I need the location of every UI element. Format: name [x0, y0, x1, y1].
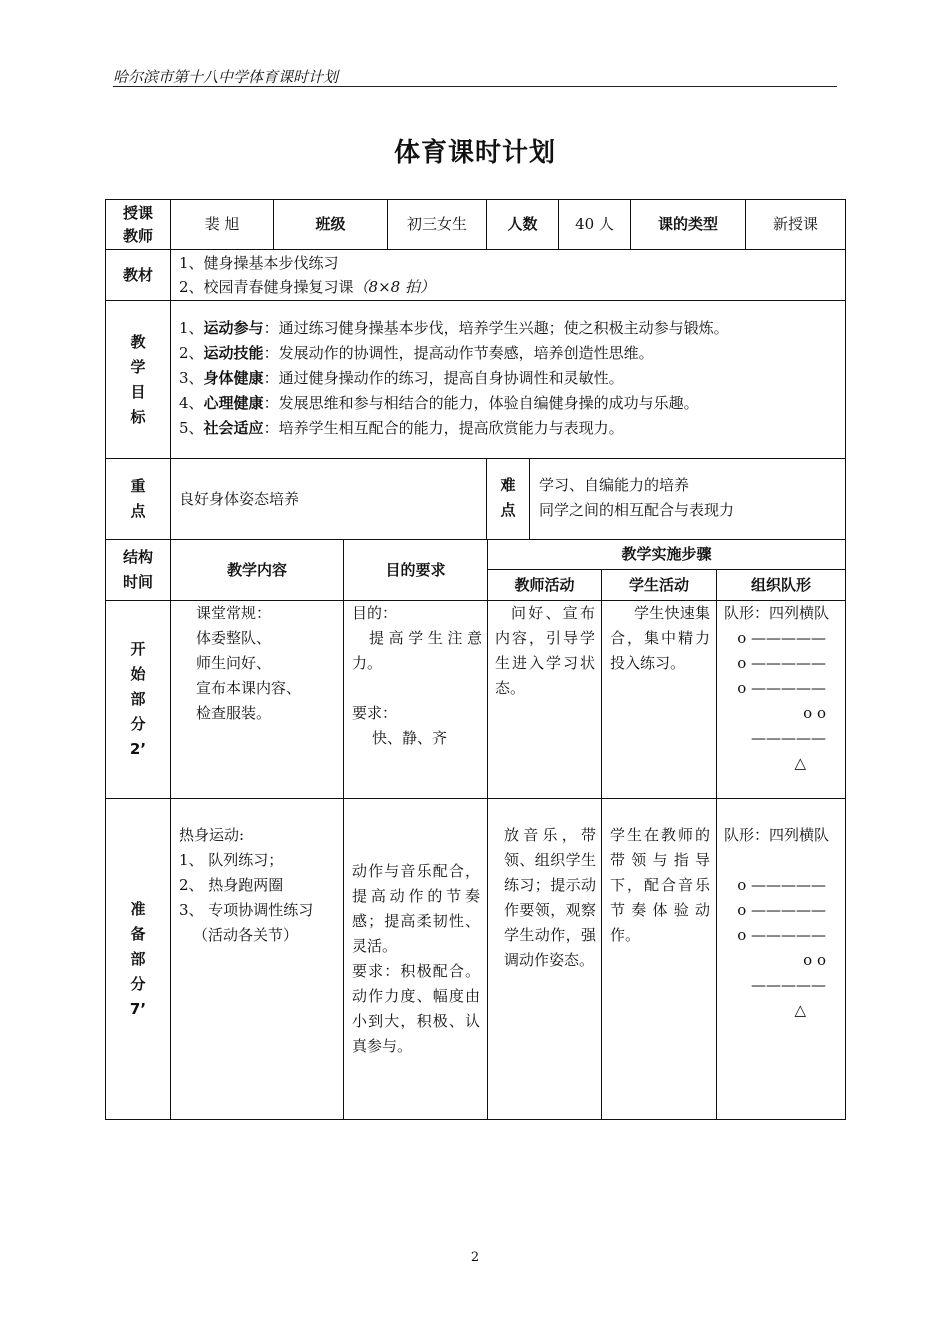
material-note: （8×8 拍） [353, 278, 435, 296]
material-content [179, 251, 839, 299]
start-student-activity: 学生快速集合，集中精力投入练习。 [610, 604, 710, 672]
steps-header: 教学实施步骤 [621, 545, 712, 563]
purpose-req: 快、静、齐 [372, 729, 448, 747]
teacher-label: 授课教师 [122, 203, 153, 245]
formation-row: o ————— [737, 876, 826, 894]
purpose-req: 要求：积极配合。动作力度、幅度由小到大，积极、认真参与。 [352, 962, 480, 1055]
formation-row: o ————— [737, 926, 826, 944]
key-point-text: 良好身体姿态培养 [179, 489, 300, 508]
school-header: 哈尔滨市第十八中学体育课时计划 [113, 68, 339, 86]
prep-teacher-activity: 放音乐，带领、组织学生练习；提示动作要领，观察学生动作，强调动作姿态。 [504, 826, 596, 969]
formation-row: o ————— [737, 654, 826, 672]
prep-formation [724, 823, 844, 1023]
purpose-text: 动作与音乐配合，提高动作的节奏感；提高柔韧性、灵活。 [352, 862, 480, 955]
structure-time-header: 结构 时间 [122, 548, 153, 591]
formation-row: o ————— [737, 901, 826, 919]
prep-student-activity: 学生在教师的带领与指导下，配合音乐节奏体验动作。 [610, 826, 710, 944]
prep-content [179, 823, 341, 948]
objective-item: 1、运动参与：通过练习健身操基本步伐，培养学生兴趣；使之积极主动参与锻炼。 [179, 319, 729, 337]
objective-item: 4、心理健康：发展思维和参与相结合的能力，体验自编健身操的成功与乐趣。 [179, 394, 699, 412]
content-header: 教学内容 [226, 560, 287, 579]
content-line: 2、 热身跑两圈 [179, 876, 284, 894]
difficulty-label: 难 点 [500, 476, 516, 519]
objective-item: 3、身体健康：通过健身操动作的练习，提高自身协调性和灵敏性。 [179, 369, 624, 387]
page-number: 2 [470, 1250, 480, 1265]
objective-item: 2、运动技能：发展动作的协调性，提高动作节奏感，培养创造性思维。 [179, 344, 654, 362]
formation-title: 队形：四列横队 [724, 604, 830, 622]
difficulty-line-1: 学习、自编能力的培养 [539, 476, 690, 494]
key-point-label: 重 点 [130, 477, 146, 520]
page-title: 体育课时计划 [393, 138, 556, 168]
header-rule [113, 86, 837, 87]
content-line: 课堂常规： [196, 604, 272, 622]
teacher-name: 裴 旭 [204, 215, 240, 233]
formation-row: o ————— [737, 679, 826, 697]
teacher-activity-header: 教师活动 [514, 575, 575, 594]
content-line: 师生问好、 [196, 654, 272, 672]
objective-item: 5、社会适应：培养学生相互配合的能力，提高欣赏能力与表现力。 [179, 419, 624, 437]
purpose-goal: 提高学生注意力。 [352, 629, 482, 672]
formation-row: o o ————— [751, 704, 826, 747]
content-line: 热身运动: [179, 826, 245, 844]
formation-title: 队形：四列横队 [724, 826, 830, 844]
teacher-position-icon: △ [794, 754, 806, 772]
difficulty-line-2: 同学之间的相互配合与表现力 [539, 501, 735, 519]
start-formation [724, 601, 844, 776]
teacher-position-icon: △ [794, 1001, 806, 1019]
objectives-label: 教 学 目 标 [130, 332, 146, 426]
lesson-type-label: 课的类型 [657, 215, 718, 233]
lesson-type-value: 新授课 [772, 215, 818, 233]
material-label: 教材 [122, 265, 153, 284]
purpose-header: 目的要求 [385, 560, 446, 579]
content-line: 检查服装。 [196, 704, 272, 722]
prep-purpose [352, 859, 480, 1059]
purpose-req-label: 要求： [352, 704, 398, 722]
student-activity-header: 学生活动 [628, 575, 689, 594]
count-label: 人数 [507, 215, 538, 233]
class-value: 初三女生 [406, 215, 467, 233]
difficulty-text [539, 473, 839, 523]
start-teacher-activity: 问好、宣布内容，引导学生进入学习状态。 [495, 604, 595, 697]
content-line: 1、 队列练习； [179, 851, 284, 869]
content-line: 体委整队、 [196, 629, 272, 647]
content-line: 3、 专项协调性练习 [179, 901, 314, 919]
material-line-1: 1、健身操基本步伐练习 [179, 254, 339, 272]
class-label: 班级 [315, 215, 346, 233]
start-part-label: 开 始 部 分 2’ [129, 640, 147, 758]
formation-header: 组织队形 [750, 575, 811, 594]
count-value: 40 人 [575, 215, 614, 233]
formation-row: o o ————— [751, 951, 826, 994]
content-line: 宣布本课内容、 [196, 679, 302, 697]
content-line: （活动各关节） [193, 926, 299, 944]
purpose-goal-label: 目的： [352, 604, 398, 622]
start-content [196, 601, 341, 726]
start-purpose [352, 601, 482, 751]
material-line-2: 2、校园青春健身操复习课（8×8 拍） [179, 278, 435, 296]
objectives-list [179, 316, 841, 441]
prep-part-label: 准 备 部 分 7’ [129, 899, 147, 1018]
formation-row: o ————— [737, 629, 826, 647]
